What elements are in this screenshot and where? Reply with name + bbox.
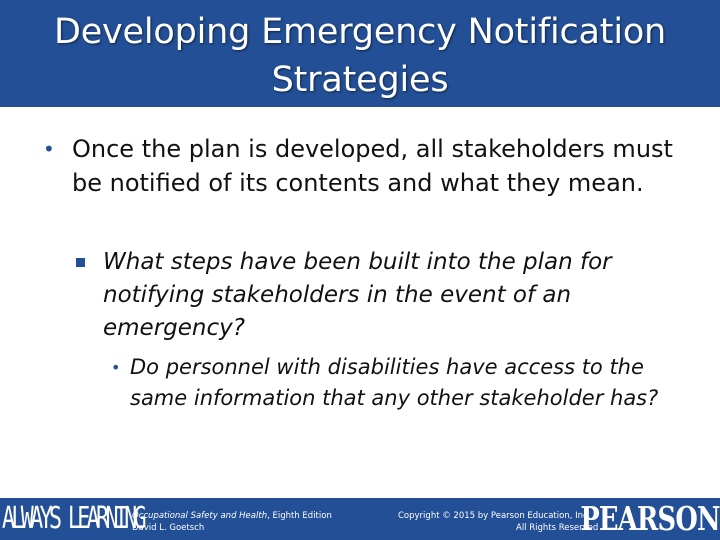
bullet-level-1: [43, 132, 692, 200]
bullet-level-2: [103, 246, 703, 345]
footer-author: David L. Goetsch: [132, 523, 205, 533]
slide-title-line-1: Developing Emergency Notification: [53, 12, 667, 52]
always-learning-logo: ALWAYS LEARNING: [2, 501, 144, 536]
footer-book-info: [132, 510, 332, 534]
bullet-level-3-text: Do personnel with disabilities have access to the same information that any other stakeholder has?: [130, 355, 659, 410]
bullet-level-3: [111, 352, 700, 414]
footer-copyright: Copyright © 2015 by Pearson Education, Inc.: [398, 511, 591, 521]
footer-rights: All Rights Reserved: [516, 523, 599, 533]
bullet-square-icon: [76, 258, 85, 267]
pearson-logo: PEARSON: [580, 499, 720, 538]
slide-title-bar: [0, 0, 720, 107]
bullet-dot-icon: •: [43, 137, 55, 161]
slide-footer: [0, 498, 720, 540]
slide-title-line-2: Strategies: [271, 60, 449, 100]
bullet-dot-small-icon: •: [111, 358, 121, 377]
footer-book-title: Occupational Safety and Health: [132, 511, 268, 521]
footer-book-edition: , Eighth Edition: [267, 511, 332, 521]
bullet-level-2-text: What steps have been built into the plan for notifying stakeholders in the event of an emergency?: [103, 249, 612, 341]
bullet-level-1-text: Once the plan is developed, all stakeholders must be notified of its contents and what they mean.: [72, 135, 673, 197]
